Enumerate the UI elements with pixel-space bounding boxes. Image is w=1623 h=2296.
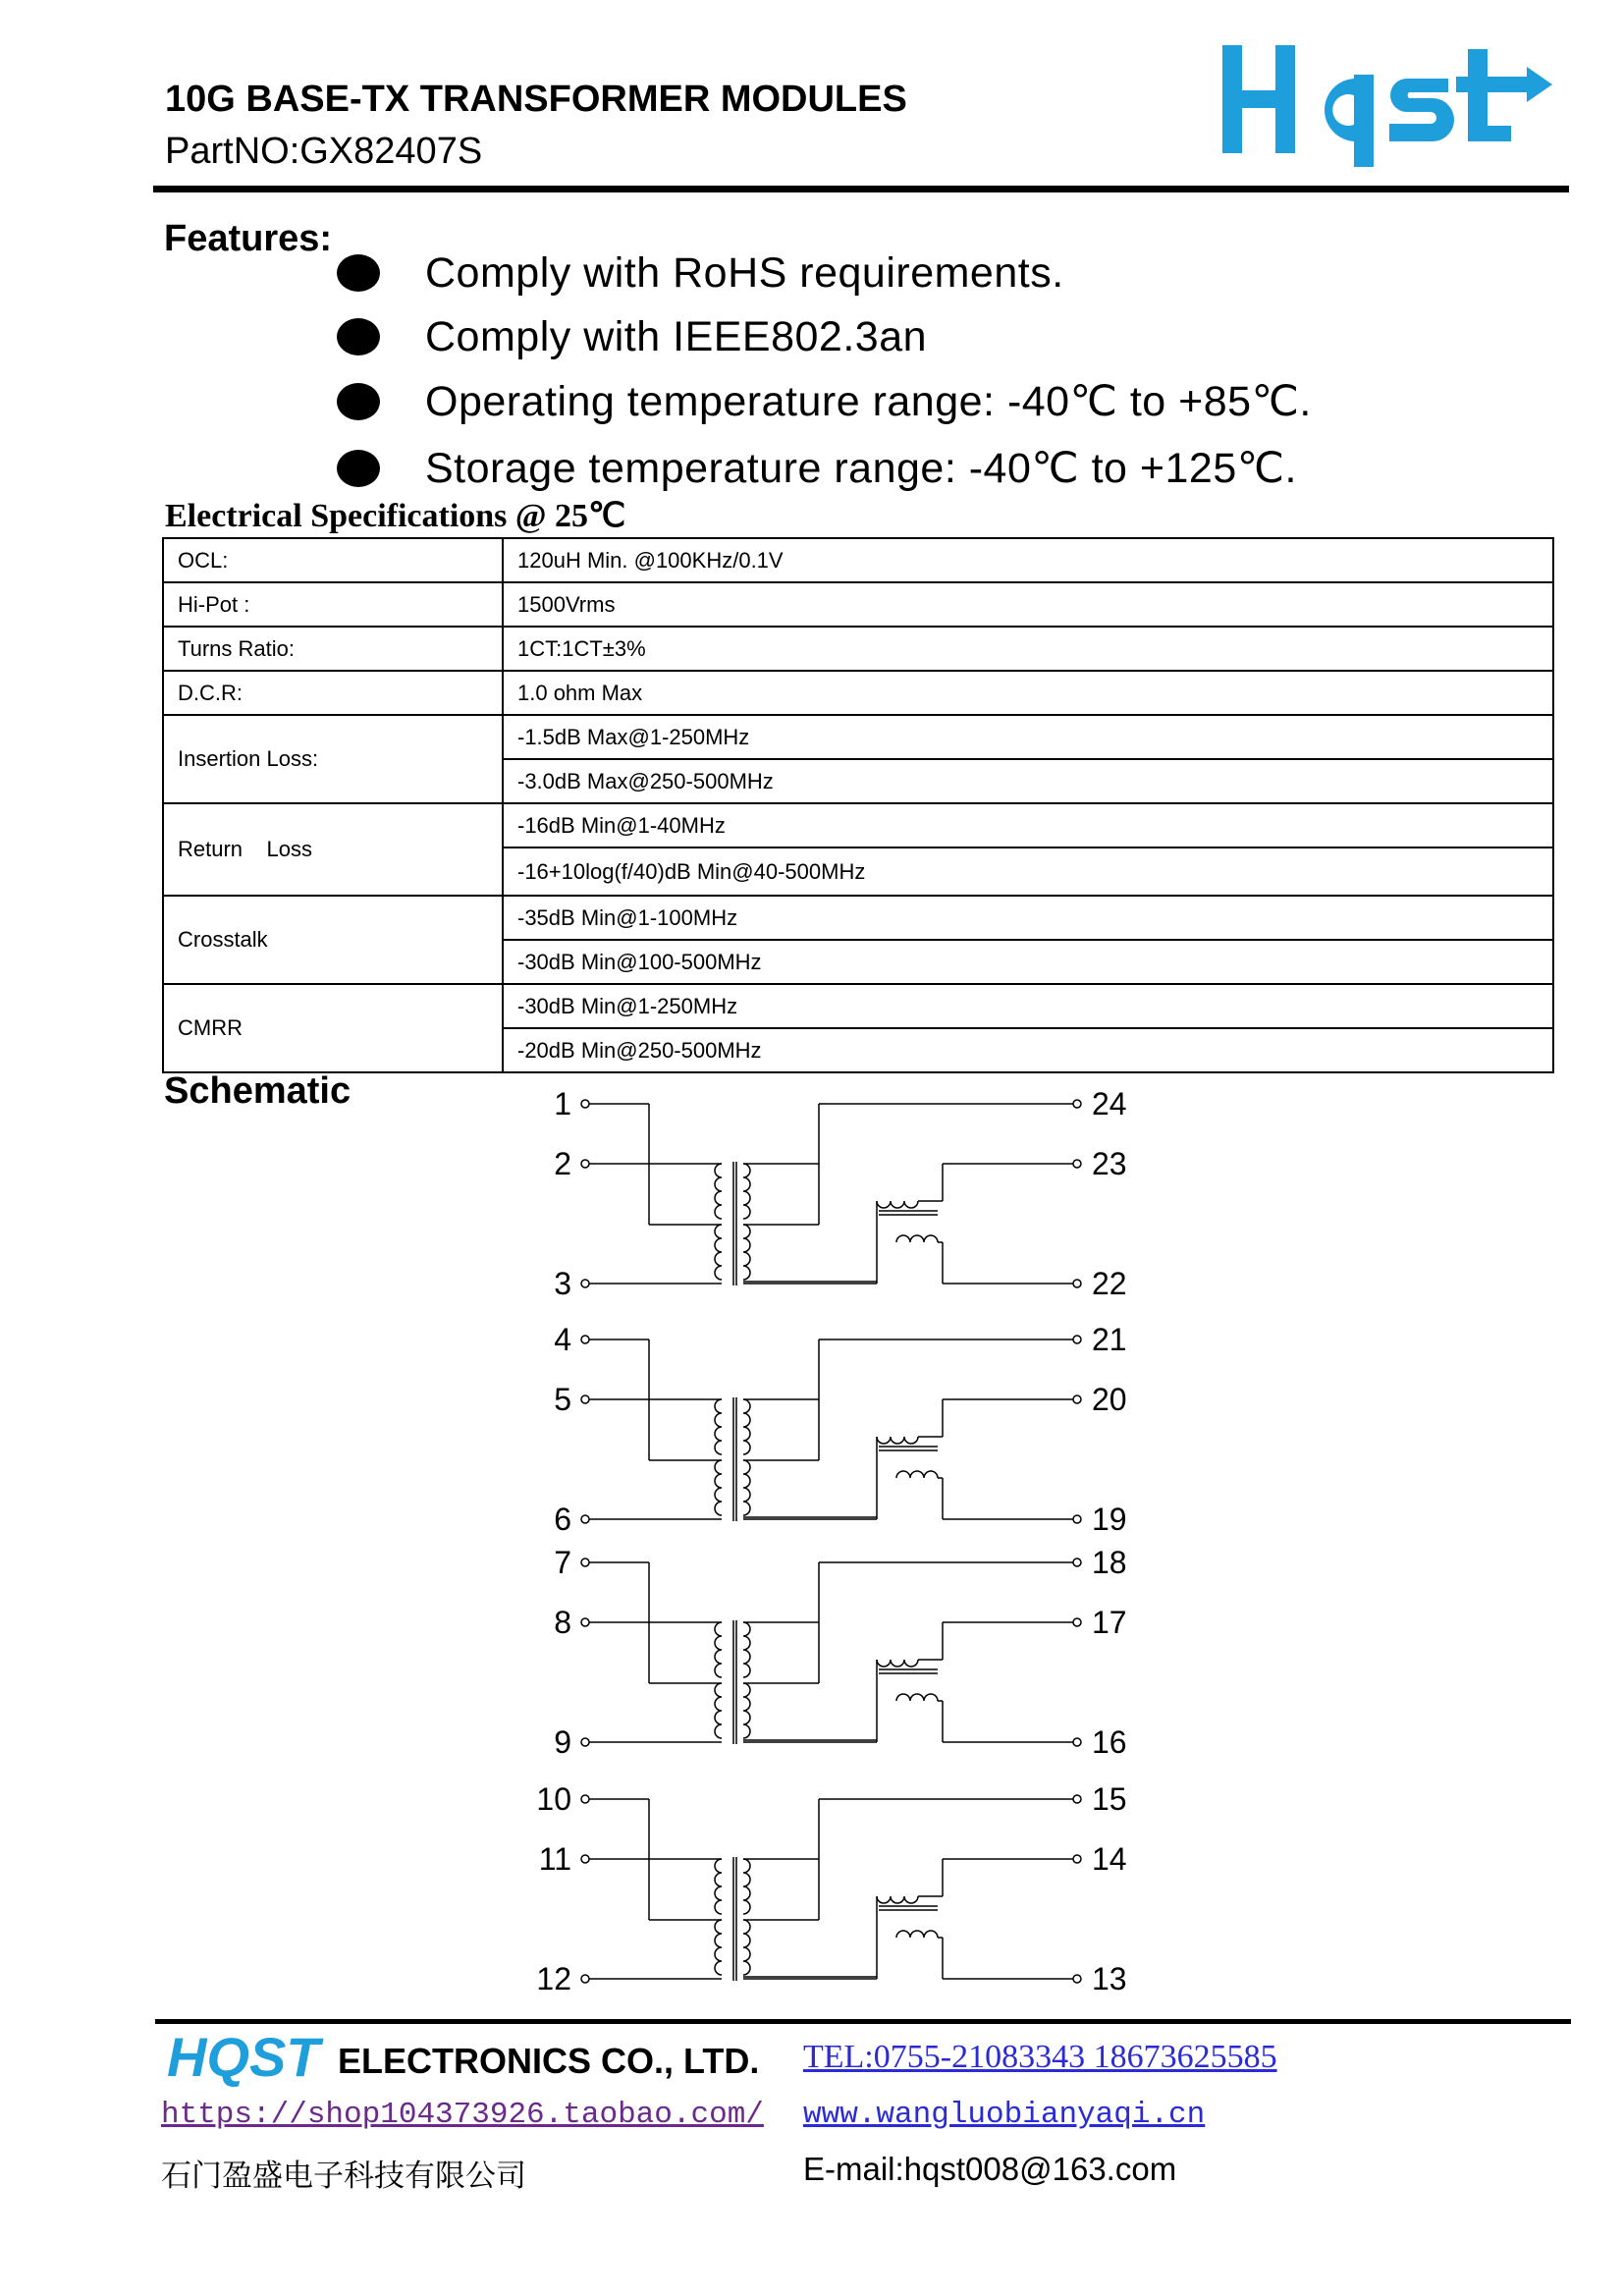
feature-item [337,248,1064,298]
pin-terminal [1073,1618,1081,1626]
feature-text: Storage temperature range: -40℃ to +125℃. [425,445,1297,492]
footer-shop-link[interactable]: https://shop104373926.taobao.com/ [161,2098,764,2132]
footer-brand: HQST [167,2026,320,2088]
pin-terminal [581,1515,589,1523]
schematic-heading: Schematic [164,1070,352,1112]
spec-value: 1.0 ohm Max [503,671,1553,715]
pin-terminal [1073,1515,1081,1523]
feature-item [337,312,927,361]
pin-label: 22 [1092,1266,1127,1301]
spec-value: -16+10log(f/40)dB Min@40-500MHz [503,847,1553,896]
pin-label: 19 [1092,1502,1127,1537]
pin-label: 13 [1092,1961,1127,1996]
spec-value: 1CT:1CT±3% [503,627,1553,671]
pin-label: 9 [554,1724,571,1760]
secondary-coil [743,1683,750,1738]
spec-value: -1.5dB Max@1-250MHz [503,715,1553,759]
table-row [163,715,1553,759]
spec-label: Return Loss [163,803,503,896]
pin-label: 12 [536,1961,571,1996]
footer-email[interactable]: E-mail:hqst008@163.com [803,2151,1177,2187]
pin-label: 21 [1092,1322,1127,1357]
table-row [163,671,1553,715]
pin-label: 17 [1092,1605,1127,1640]
table-row [163,627,1553,671]
footer-divider [155,2019,1571,2024]
choke-coil [877,1437,918,1444]
table-row [163,538,1553,582]
choke-coil [877,1660,918,1667]
pin-terminal [581,1336,589,1343]
bullet-icon [337,450,380,487]
primary-coil [715,1225,722,1280]
spec-label: OCL: [163,538,503,582]
primary-coil [715,1399,722,1454]
pin-label: 24 [1092,1086,1127,1121]
spec-label: D.C.R: [163,671,503,715]
table-row [163,896,1553,940]
pin-terminal [581,1795,589,1803]
spec-label: Turns Ratio: [163,627,503,671]
pin-terminal [581,1280,589,1287]
pin-label: 2 [554,1146,571,1181]
logo-mark [1222,45,1552,167]
primary-coil [715,1683,722,1738]
schematic-diagram [511,1080,1159,2003]
pin-label: 20 [1092,1382,1127,1417]
bullet-icon [337,318,380,355]
footer-company-chinese: 石门盈盛电子科技有限公司 [161,2159,526,2194]
primary-coil [715,1622,722,1677]
table-row [163,803,1553,847]
features-heading: Features: [164,218,333,259]
hqst-logo [1220,39,1554,167]
electrical-spec-table [162,537,1554,1073]
pin-label: 10 [536,1781,571,1817]
secondary-coil [743,1460,750,1515]
pin-terminal [1073,1558,1081,1566]
pin-label: 7 [554,1545,571,1580]
pin-label: 14 [1092,1841,1127,1877]
pin-terminal [1073,1100,1081,1108]
primary-coil [715,1920,722,1975]
pin-terminal [1073,1395,1081,1403]
footer-website-link[interactable]: www.wangluobianyaqi.cn [803,2098,1206,2132]
spec-value: -16dB Min@1-40MHz [503,803,1553,847]
pin-terminal [1073,1738,1081,1746]
pin-terminal [1073,1795,1081,1803]
pin-terminal [1073,1280,1081,1287]
bullet-icon [337,383,380,420]
pin-terminal [581,1618,589,1626]
choke-coil [896,1694,938,1701]
pin-label: 18 [1092,1545,1127,1580]
pin-terminal [1073,1336,1081,1343]
pin-label: 23 [1092,1146,1127,1181]
choke-coil [896,1235,938,1242]
pin-label: 5 [554,1382,571,1417]
table-row [163,582,1553,627]
footer-tel-link[interactable]: TEL:0755-21083343 18673625585 [803,2039,1277,2075]
spec-value: -20dB Min@250-500MHz [503,1028,1553,1072]
primary-coil [715,1460,722,1515]
feature-item [337,444,1297,493]
spec-value: -30dB Min@1-250MHz [503,984,1553,1028]
choke-coil [896,1931,938,1938]
part-number: PartNO:GX82407S [165,131,483,172]
primary-coil [715,1164,722,1219]
pin-label: 1 [554,1086,571,1121]
pin-terminal [581,1558,589,1566]
spec-value: 1500Vrms [503,582,1553,627]
spec-label: Insertion Loss: [163,715,503,803]
spec-value: 120uH Min. @100KHz/0.1V [503,538,1553,582]
pin-label: 4 [554,1322,571,1357]
feature-text: Comply with RoHS requirements. [425,248,1064,297]
feature-text: Operating temperature range: -40℃ to +85℃. [425,378,1312,425]
pin-terminal [1073,1975,1081,1983]
feature-item [337,377,1312,426]
choke-coil [896,1471,938,1478]
secondary-coil [743,1859,750,1914]
bullet-icon [337,254,380,292]
pin-terminal [581,1855,589,1863]
table-row [163,984,1553,1028]
spec-value: -3.0dB Max@250-500MHz [503,759,1553,803]
pin-label: 6 [554,1502,571,1537]
secondary-coil [743,1920,750,1975]
pin-terminal [581,1395,589,1403]
spec-value: -35dB Min@1-100MHz [503,896,1553,940]
pin-label: 15 [1092,1781,1127,1817]
primary-coil [715,1859,722,1914]
document-title: 10G BASE-TX TRANSFORMER MODULES [165,79,907,120]
pin-terminal [581,1100,589,1108]
choke-coil [877,1201,918,1208]
pin-label: 3 [554,1266,571,1301]
pin-terminal [581,1975,589,1983]
pin-terminal [581,1738,589,1746]
header-divider [153,186,1569,192]
pin-terminal [1073,1160,1081,1168]
spec-value: -30dB Min@100-500MHz [503,940,1553,984]
secondary-coil [743,1225,750,1280]
feature-text: Comply with IEEE802.3an [425,312,928,360]
spec-heading: Electrical Specifications @ 25℃ [165,498,626,534]
footer-company: ELECTRONICS CO., LTD. [338,2041,760,2081]
spec-label: Crosstalk [163,896,503,984]
pin-label: 8 [554,1605,571,1640]
spec-label: Hi-Pot : [163,582,503,627]
pin-terminal [1073,1855,1081,1863]
spec-label: CMRR [163,984,503,1072]
choke-coil [877,1896,918,1903]
secondary-coil [743,1399,750,1454]
secondary-coil [743,1164,750,1219]
pin-label: 16 [1092,1724,1127,1760]
pin-label: 11 [538,1841,571,1877]
pin-terminal [581,1160,589,1168]
secondary-coil [743,1622,750,1677]
